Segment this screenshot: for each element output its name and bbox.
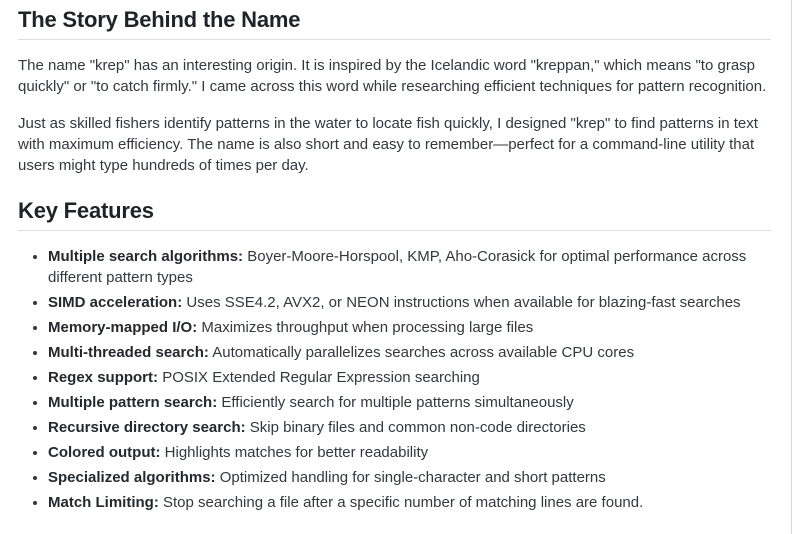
page-right-border [791,0,792,534]
feature-item [48,417,771,438]
feature-item [48,292,771,313]
feature-term: Multiple pattern search: [48,394,218,411]
section-features [18,197,771,513]
feature-desc: Efficiently search for multiple patterns simultaneously [221,394,574,411]
feature-term: Multi-threaded search: [48,344,209,361]
feature-item [48,492,771,513]
feature-item [48,317,771,338]
feature-term: Memory-mapped I/O: [48,319,198,336]
feature-term: Multiple search algorithms: [48,248,244,265]
feature-term: Regex support: [48,369,159,386]
section-heading-story: The Story Behind the Name [18,6,771,40]
feature-item [48,467,771,488]
feature-term: Recursive directory search: [48,419,246,436]
section-heading-features: Key Features [18,197,771,231]
story-paragraph-1: The name "krep" has an interesting origin. It is inspired by the Icelandic word "kreppan," which means "to grasp quickly" or "to catch firmly." I came across this word while researching efficient techniques for pattern recognition. [18,57,767,95]
feature-desc: Boyer-Moore-Horspool, KMP, Aho-Corasick for optimal performance across different pattern types [48,248,747,286]
feature-term: Colored output: [48,444,161,461]
story-paragraph-2: Just as skilled fishers identify patterns in the water to locate fish quickly, I designed "krep" to find patterns in text with maximum efficiency. The name is also short and easy to remember—perfect for a command-line utility that users might type hundreds of times per day. [18,115,758,174]
feature-term: Match Limiting: [48,494,159,511]
feature-desc: Skip binary files and common non-code directories [249,419,586,436]
feature-desc: Optimized handling for single-character and short patterns [219,469,606,486]
feature-item [48,392,771,413]
section-story [18,6,771,176]
feature-term: SIMD acceleration: [48,294,183,311]
feature-desc: Automatically parallelizes searches across available CPU cores [212,344,635,361]
feature-desc: Highlights matches for better readability [164,444,429,461]
feature-item [48,246,771,288]
document-content [18,0,771,513]
feature-item [48,342,771,363]
feature-desc: Uses SSE4.2, AVX2, or NEON instructions when available for blazing-fast searches [186,294,741,311]
feature-item [48,442,771,463]
feature-desc: Stop searching a file after a specific number of matching lines are found. [163,494,644,511]
feature-list [18,246,771,513]
feature-desc: POSIX Extended Regular Expression searching [162,369,480,386]
feature-item [48,367,771,388]
feature-desc: Maximizes throughput when processing large files [201,319,534,336]
feature-term: Specialized algorithms: [48,469,216,486]
